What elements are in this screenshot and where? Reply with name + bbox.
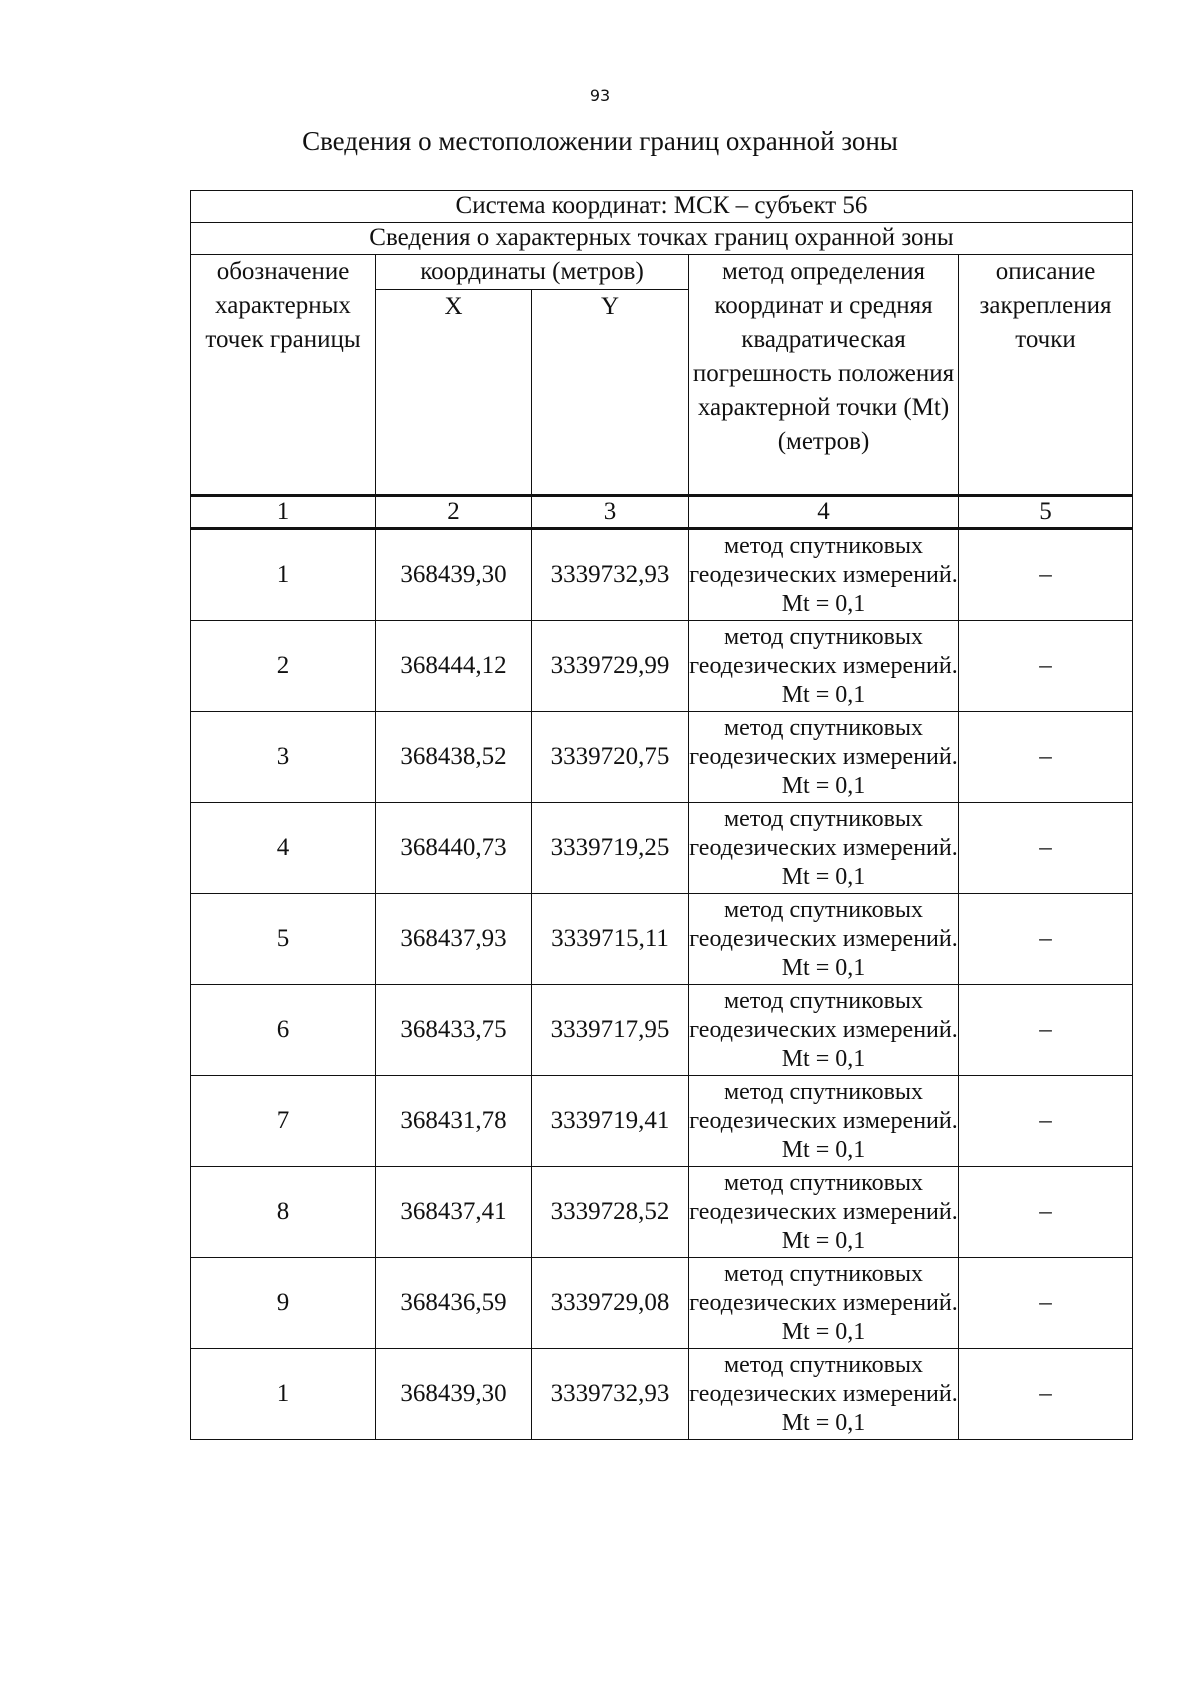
method-cell: метод спутниковых геодезических измерений. Mt = 0,1 <box>689 985 959 1076</box>
point-cell: 9 <box>191 1258 376 1349</box>
point-cell: 3 <box>191 712 376 803</box>
table-row <box>191 894 1133 985</box>
y-coordinate-cell: 3339729,08 <box>532 1258 689 1349</box>
table-subtitle-row <box>191 223 1133 255</box>
method-cell: метод спутниковых геодезических измерений. Mt = 0,1 <box>689 1167 959 1258</box>
method-cell: метод спутниковых геодезических измерений. Mt = 0,1 <box>689 1258 959 1349</box>
point-cell: 1 <box>191 529 376 621</box>
header-x: X <box>376 290 532 496</box>
y-coordinate-cell: 3339719,41 <box>532 1076 689 1167</box>
column-number: 3 <box>532 496 689 529</box>
fixing-description-cell: – <box>959 985 1133 1076</box>
y-coordinate-cell: 3339732,93 <box>532 529 689 621</box>
y-coordinate-cell: 3339720,75 <box>532 712 689 803</box>
column-number: 4 <box>689 496 959 529</box>
y-coordinate-cell: 3339719,25 <box>532 803 689 894</box>
fixing-description-cell: – <box>959 894 1133 985</box>
fixing-description-cell: – <box>959 529 1133 621</box>
method-cell: метод спутниковых геодезических измерений. Mt = 0,1 <box>689 621 959 712</box>
header-coordinates: координаты (метров) <box>376 255 689 290</box>
header-row <box>191 255 1133 290</box>
point-cell: 1 <box>191 1349 376 1440</box>
header-point-designation: обозначение характерных точек границы <box>191 255 376 496</box>
method-cell: метод спутниковых геодезических измерений. Mt = 0,1 <box>689 712 959 803</box>
table-subtitle-cell: Сведения о характерных точках границ охранной зоны <box>191 223 1133 255</box>
fixing-description-cell: – <box>959 1349 1133 1440</box>
point-cell: 6 <box>191 985 376 1076</box>
method-cell: метод спутниковых геодезических измерений. Mt = 0,1 <box>689 1076 959 1167</box>
header-y: Y <box>532 290 689 496</box>
table-row <box>191 1349 1133 1440</box>
y-coordinate-cell: 3339728,52 <box>532 1167 689 1258</box>
table-body <box>191 191 1133 1440</box>
x-coordinate-cell: 368431,78 <box>376 1076 532 1167</box>
x-coordinate-cell: 368440,73 <box>376 803 532 894</box>
table-row <box>191 1258 1133 1349</box>
table-row <box>191 1167 1133 1258</box>
table-row <box>191 803 1133 894</box>
column-number: 1 <box>191 496 376 529</box>
fixing-description-cell: – <box>959 621 1133 712</box>
coordinate-system-cell: Система координат: МСК – субъект 56 <box>191 191 1133 223</box>
table-row <box>191 712 1133 803</box>
point-cell: 7 <box>191 1076 376 1167</box>
fixing-description-cell: – <box>959 712 1133 803</box>
y-coordinate-cell: 3339715,11 <box>532 894 689 985</box>
y-coordinate-cell: 3339732,93 <box>532 1349 689 1440</box>
x-coordinate-cell: 368439,30 <box>376 1349 532 1440</box>
x-coordinate-cell: 368437,41 <box>376 1167 532 1258</box>
coordinate-system-row <box>191 191 1133 223</box>
table-row <box>191 1076 1133 1167</box>
header-method: метод определения координат и средняя квадратическая погрешность положения характерной точки (Mt) (метров) <box>689 255 959 496</box>
page-number: 93 <box>589 86 611 105</box>
fixing-description-cell: – <box>959 1076 1133 1167</box>
fixing-description-cell: – <box>959 803 1133 894</box>
document-title: Сведения о местоположении границ охранной зоны <box>302 126 898 156</box>
table-row <box>191 985 1133 1076</box>
point-cell: 4 <box>191 803 376 894</box>
x-coordinate-cell: 368439,30 <box>376 529 532 621</box>
column-number: 5 <box>959 496 1133 529</box>
method-cell: метод спутниковых геодезических измерений. Mt = 0,1 <box>689 529 959 621</box>
y-coordinate-cell: 3339729,99 <box>532 621 689 712</box>
fixing-description-cell: – <box>959 1167 1133 1258</box>
method-cell: метод спутниковых геодезических измерений. Mt = 0,1 <box>689 1349 959 1440</box>
column-numbers-row <box>191 496 1133 529</box>
header-fixing-description: описание закрепления точки <box>959 255 1133 496</box>
table-row <box>191 621 1133 712</box>
x-coordinate-cell: 368444,12 <box>376 621 532 712</box>
fixing-description-cell: – <box>959 1258 1133 1349</box>
coordinates-table <box>190 190 1133 1440</box>
point-cell: 2 <box>191 621 376 712</box>
x-coordinate-cell: 368437,93 <box>376 894 532 985</box>
x-coordinate-cell: 368436,59 <box>376 1258 532 1349</box>
table-row <box>191 529 1133 621</box>
method-cell: метод спутниковых геодезических измерений. Mt = 0,1 <box>689 803 959 894</box>
method-cell: метод спутниковых геодезических измерений. Mt = 0,1 <box>689 894 959 985</box>
y-coordinate-cell: 3339717,95 <box>532 985 689 1076</box>
point-cell: 5 <box>191 894 376 985</box>
point-cell: 8 <box>191 1167 376 1258</box>
column-number: 2 <box>376 496 532 529</box>
x-coordinate-cell: 368433,75 <box>376 985 532 1076</box>
x-coordinate-cell: 368438,52 <box>376 712 532 803</box>
